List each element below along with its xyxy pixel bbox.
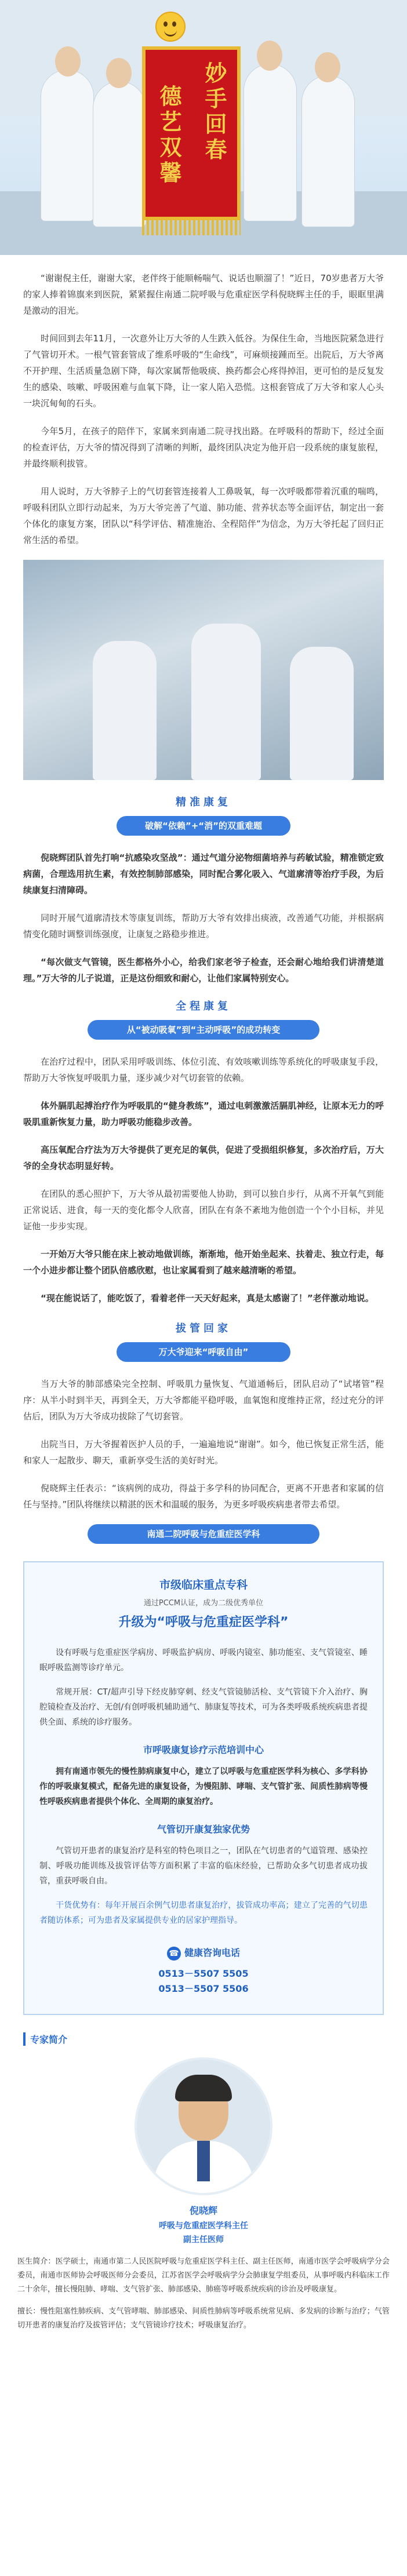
card-heading: 气管切开康复独家优势 [157,1824,250,1835]
expert-avatar [135,2057,272,2195]
hero-photo [0,0,407,255]
phone-number[interactable]: 0513－5507 5505 [158,1967,249,1979]
doctor-figure [244,64,297,221]
phone-number[interactable]: 0513－5507 5506 [158,1983,249,1994]
section-pill: 万大爷迎来“呼吸自由” [117,1342,290,1362]
article-paragraph: 用人说时，万大爷脖子上的气切套管连接着人工鼻吸氧，每一次呼吸都带着沉重的喘鸣，呼吸科团队立即行动起来，为万大爷完善了气道、肺功能、营养状态等全面评估，制定出一套个体化的康复方案，团队以“科学评估、精准施治、全程陪伴”为信念，为万大爷托起了回归正常生活的希望。 [23,486,384,545]
department-pill: 南通二院呼吸与危重症医学科 [88,1524,319,1544]
card-heading: 市呼吸康复诊疗示范培训中心 [143,1744,264,1755]
section-title: 拔管回家 [176,1322,231,1335]
article-paragraph: “每次做支气管镜，医生都格外小心，给我们家老爷子检查，还会耐心地给我们讲清楚道理。”万大爷的儿子说道，正是这份细致和耐心，让他们家属特别安心。 [23,957,384,983]
article-paragraph: 时间回到去年11月，一次意外让万大爷的人生跌入低谷。为保住生命，当地医院紧急进行了气管切开术。一根气管套管成了维系呼吸的“生命线”，可麻烦接踵而至。出院后，万大爷离不开护理、生活质量急剧下降，每次家属帮他吸痰、换药都会心疼得掉泪，更可怕的是反复发生的感染、咳嗽、呼吸困难与血氧下降，让一家人陷入恐慌。这根套管成了万大爷和家人心头一块沉甸甸的石头。 [23,333,384,409]
card-subtitle: 通过PCCM认证，成为二级优秀单位 [143,1599,264,1608]
expert-paragraph: 医生简介：医学硕士，南通市第二人民医院呼吸与危重症医学科主任、副主任医师，南通市医学会呼吸病学分会委员，南通市医师协会呼吸医师分会委员，江苏省医学会呼吸病学分会肺康复学组委员，从事呼吸内科临床工作二十余年，擅长慢阻肺、哮喘、支气管扩张、肺部感染、肺癌等呼吸系统疾病的诊治及呼吸康复。 [17,2257,390,2294]
smile-emoji-icon [155,12,186,42]
article-paragraph: “谢谢倪主任，谢谢大家，老伴终于能顺畅喘气、说话也顺溜了！”近日，70岁患者万大爷的家人捧着锦旗来到医院，紧紧握住南通二院呼吸与危重症医学科倪晓辉主任的手，眼眶里满是激动的泪光。 [23,273,384,316]
card-headline: 升级为“呼吸与危重症医学科” [118,1615,289,1630]
article-paragraph: 体外膈肌起搏治疗作为呼吸肌的“健身教练”，通过电刺激激活膈肌神经，让原本无力的呼吸肌重新恢复力量，助力呼吸功能稳步改善。 [23,1101,384,1127]
expert-paragraph: 擅长：慢性阻塞性肺疾病、支气管哮喘、肺部感染、间质性肺病等呼吸系统常见病、多发病的诊断与治疗；气管切开患者的康复治疗及拔管评估；支气管镜诊疗技术；呼吸康复治疗。 [17,2307,390,2330]
article-paragraph: 当万大爷的肺部感染完全控制、呼吸肌力量恢复、气道通畅后，团队启动了“试堵管”程序：从半小时到半天，再到全天，万大爷都能平稳呼吸，血氧饱和度维持正常，经过充分的评估后，团队为万大爷成功拔除了气切套管。 [23,1379,384,1422]
expert-title: 呼吸与危重症医学科主任 [159,2221,248,2231]
ward-photo [23,560,384,780]
contact-block [39,1945,368,1996]
doctor-figure [41,70,94,221]
expert-bio [0,2247,407,2364]
banner-right-text: 妙手回春 [201,61,227,163]
card-paragraph: 气管切开患者的康复治疗是科室的特色项目之一，团队在气切患者的气道管理、感染控制、呼吸功能训练及拔管评估等方面积累了丰富的临床经验，已帮助众多气切患者成功拔管，重获呼吸自由。 [39,1846,368,1886]
banner-left-text: 德艺双馨 [156,85,182,187]
department-info-card [23,1561,384,2015]
silk-banner [142,46,241,220]
article-paragraph: “现在能说话了，能吃饭了，看着老伴一天天好起来，真是太感谢了！”老伴激动地说。 [41,1293,374,1303]
article-paragraph: 倪晓辉团队首先打响“抗感染攻坚战”：通过气道分泌物细菌培养与药敏试验，精准锁定致病菌，合理选用抗生素，有效控制肺部感染，同时配合雾化吸入、气道廓清等治疗手段，为后续康复扫清障碍。 [23,852,384,895]
card-paragraph: 干货优势有：每年开展百余例气切患者康复治疗，拔管成功率高；建立了完善的气切患者随访体系；可为患者及家属提供专业的居家护理指导。 [39,1901,368,1925]
section-pill: 从“被动吸氧”到“主动呼吸”的成功转变 [88,1020,319,1040]
card-paragraph: 设有呼吸与危重症医学病房、呼吸监护病房、呼吸内镜室、肺功能室、支气管镜室、睡眠呼吸监测等诊疗单元。 [39,1648,368,1673]
article-paragraph: 一开始万大爷只能在床上被动地做训练，渐渐地，他开始坐起来、扶着走、独立行走，每一个小进步都让整个团队倍感欣慰，也让家属看到了越来越清晰的希望。 [23,1249,384,1276]
article-paragraph: 出院当日，万大爷握着医护人员的手，一遍遍地说“谢谢”。如今，他已恢复正常生活，能和家人一起散步、聊天，重新享受生活的美好时光。 [23,1439,384,1466]
section-title: 全程康复 [176,1000,231,1012]
article-paragraph: 今年5月，在孩子的陪伴下，家属来到南通二院寻找出路。在呼吸科的帮助下，经过全面的检查评估，万大爷的情况得到了清晰的判断，最终团队决定为他开启一段系统的康复旅程，并最终顺利拔管。 [23,426,384,469]
article-paragraph: 高压氧配合疗法为万大爷提供了更充足的氧供，促进了受损组织修复，多次治疗后，万大爷的全身状态明显好转。 [23,1145,384,1171]
phone-icon: ☎ [167,1947,181,1961]
section-pill: 破解“依赖”+“消”的双重难题 [117,816,290,836]
contact-heading: 健康咨询电话 [184,1947,240,1958]
section-title: 精准康复 [176,796,231,808]
expert-header: 专家简介 [23,2032,384,2046]
article-paragraph: 在团队的悉心照护下，万大爷从最初需要他人协助，到可以独自步行，从离不开氧气到能正常说话、进食，每一天的变化都令人欣喜，团队在有条不紊地为他创造一个个小目标，并见证他一步步实现。 [23,1189,384,1231]
article-paragraph: 在治疗过程中，团队采用呼吸训练、体位引流、有效咳嗽训练等系统化的呼吸康复手段，帮助万大爷恢复呼吸肌力量，逐步减少对气切套管的依赖。 [23,1056,384,1083]
doctor-figure [301,75,355,227]
article-paragraph: 倪晓辉主任表示：“该病例的成功，得益于多学科的协同配合，更离不开患者和家属的信任与坚持。”团队将继续以精湛的医术和温暖的服务，为更多呼吸疾病患者带去希望。 [23,1483,384,1510]
doctor-figure [93,81,146,227]
article-body [0,270,407,548]
expert-title: 副主任医师 [183,2235,224,2245]
card-paragraph: 常规开展：CT/超声引导下经皮肺穿刺、经支气管镜肺活检、支气管镜下介入治疗、胸腔镜检查及治疗、无创/有创呼吸机辅助通气、肺康复等技术，可为各类呼吸系统疾病患者提供全面、系统的诊疗服务。 [39,1688,368,1727]
expert-name: 倪晓辉 [189,2205,217,2216]
card-title: 市级临床重点专科 [159,1579,248,1591]
article-paragraph: 同时开展气道廓清技术等康复训练，帮助万大爷有效排出痰液，改善通气功能，并根据病情变化随时调整训练强度，让康复之路稳步推进。 [23,913,384,939]
card-paragraph: 拥有南通市领先的慢性肺病康复中心，建立了以呼吸与危重症医学科为核心、多学科协作的呼吸康复模式，配备先进的康复设备，为慢阻肺、哮喘、支气管扩张、间质性肺病等慢性呼吸疾病患者提供个体化、全周期的康复治疗。 [39,1767,368,1806]
